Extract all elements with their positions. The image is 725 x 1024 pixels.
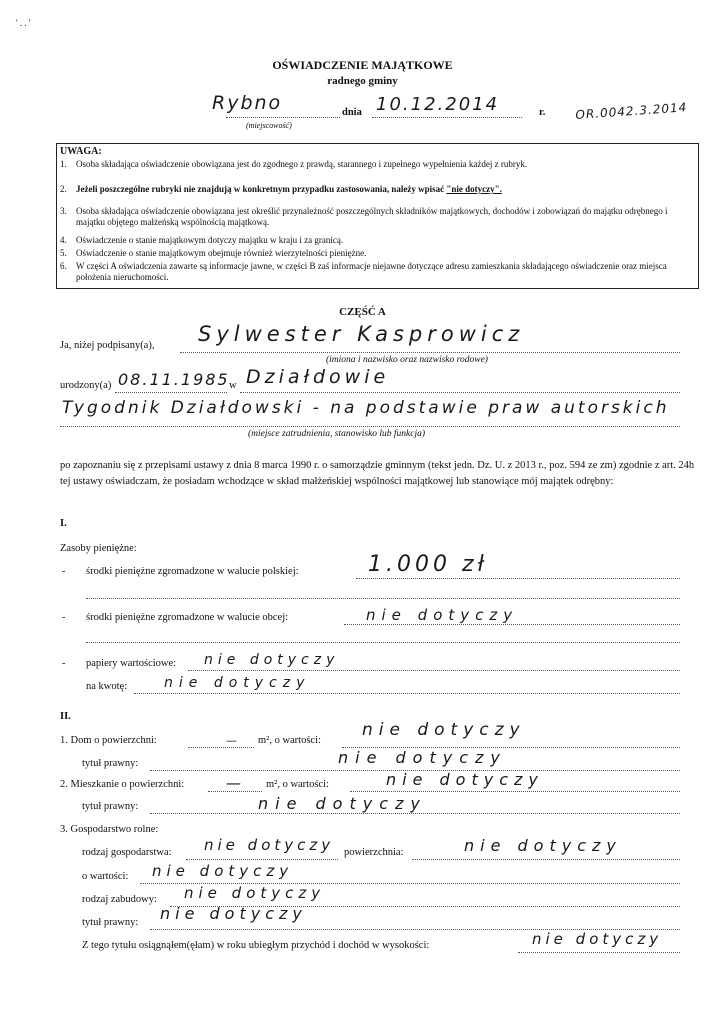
farm-area-label: powierzchnia: — [344, 847, 404, 858]
amount-label: na kwotę: — [86, 681, 128, 692]
flat-title-handwritten: nie dotyczy — [258, 794, 427, 813]
farm-title-handwritten: nie dotyczy — [160, 904, 307, 923]
house-title-handwritten: nie dotyczy — [338, 748, 507, 767]
dash-1: - — [62, 566, 66, 577]
house-area-handwritten: — — [226, 734, 239, 747]
amount-dots — [134, 693, 680, 694]
place-handwritten: Rybno — [212, 92, 283, 114]
employment-dots — [60, 426, 680, 427]
name-caption: (imiona i nazwisko oraz nazwisko rodowe) — [326, 355, 488, 365]
income-label: Z tego tytułu osiągnąłem(ęłam) w roku ubiegłym przychód i dochód w wysokości: — [82, 940, 430, 951]
foreign-value-handwritten: nie dotyczy — [366, 606, 519, 624]
securities-dots — [188, 670, 680, 671]
flat-title-label: tytuł prawny: — [82, 801, 139, 812]
farm-value-label: o wartości: — [82, 871, 129, 882]
born-date-handwritten: 08.11.1985 — [118, 370, 230, 389]
income-handwritten: nie dotyczy — [532, 930, 663, 948]
section-1-roman: I. — [60, 518, 67, 529]
pln-dots-2 — [86, 598, 680, 599]
house-m2-label: m², o wartości: — [258, 735, 321, 746]
farm-build-handwritten: nie dotyczy — [184, 884, 326, 902]
flat-label: 2. Mieszkanie o powierzchni: — [60, 779, 185, 790]
signed-dots — [180, 352, 680, 353]
dash-3: - — [62, 658, 66, 669]
farm-area-handwritten: nie dotyczy — [464, 836, 622, 855]
notice-item-6: 6. W części A oświadczenia zawarte są informacje jawne, w części B zaś informacje niejawne dotyczące adresu zamieszkania składającego oświadczenie oraz miejsca położenia nieruchomości. — [60, 261, 667, 282]
signed-label: Ja, niżej podpisany(a), — [60, 340, 155, 351]
flat-value-dots — [350, 791, 680, 792]
farm-type-handwritten: nie dotyczy — [204, 836, 335, 854]
notice-item-4: 4. Oświadczenie o stanie majątkowym dotyczy majątku w kraju i za granicą. — [60, 235, 344, 245]
securities-label: papiery wartościowe: — [86, 658, 177, 669]
corner-marks: ' . . ' — [16, 18, 31, 28]
document-title: OŚWIADCZENIE MAJĄTKOWE — [272, 58, 453, 72]
pln-label: środki pieniężne zgromadzone w walucie polskiej: — [86, 566, 299, 577]
reference-number: OR.0042.3.2014 — [575, 100, 688, 122]
notice-item-1: 1. Osoba składająca oświadczenie obowiązana jest do zgodnego z prawdą, starannego i zupełnego wypełnienia każdej z rubryk. — [60, 159, 528, 169]
date-handwritten: 10.12.2014 — [376, 94, 500, 115]
amount-value-handwritten: nie dotyczy — [164, 675, 311, 691]
notice-heading: UWAGA: — [60, 146, 102, 157]
farm-type-label: rodzaj gospodarstwa: — [82, 847, 172, 858]
flat-m2-label: m², o wartości: — [266, 779, 329, 790]
section-1-heading: Zasoby pieniężne: — [60, 543, 137, 554]
foreign-label: środki pieniężne zgromadzone w walucie obcej: — [86, 612, 289, 623]
date-suffix: r. — [539, 107, 546, 118]
farm-title-label: tytuł prawny: — [82, 917, 139, 928]
born-place-handwritten: Działdowie — [246, 366, 390, 388]
signed-name-handwritten: Sylwester Kasprowicz — [198, 322, 525, 346]
part-a-heading: CZĘŚĆ A — [339, 306, 386, 318]
declaration-text: po zapoznaniu się z przepisami ustawy z dnia 8 marca 1990 r. o samorządzie gminnym (tekst jedn. Dz. U. z 2013 r., poz. 594 ze zm) zgodnie z art. 24h tej ustawy oświadczam, że posiadam wchodzące w skład małżeńskiej wspólności majątkowej lub stanowiące mój majątek odrębny: — [60, 460, 695, 487]
date-dots — [372, 117, 522, 118]
foreign-dots-2 — [86, 642, 680, 643]
section-2-roman: II. — [60, 711, 71, 722]
employment-handwritten: Tygodnik Działdowski - na podstawie praw autorskich — [62, 398, 670, 418]
house-value-handwritten: nie dotyczy — [362, 720, 526, 740]
foreign-dots — [344, 624, 680, 625]
place-caption: (miejscowość) — [246, 121, 292, 130]
born-label: urodzony(a) — [60, 380, 112, 391]
born-place-dots — [240, 392, 680, 393]
house-area-dots — [188, 747, 254, 748]
house-label: 1. Dom o powierzchni: — [60, 735, 157, 746]
date-label: dnia — [342, 107, 362, 118]
born-in-label: w — [229, 380, 237, 391]
notice-item-3: 3. Osoba składająca oświadczenie obowiązana jest określić przynależność poszczególnych składników majątkowych, dochodów i zobowiązań do majątku odrębnego i majątku objętego małżeńską wspólnością majątkową. — [60, 206, 668, 227]
document-subtitle: radnego gminy — [327, 75, 398, 87]
flat-title-dots — [150, 813, 680, 814]
farm-build-label: rodzaj zabudowy: — [82, 894, 157, 905]
house-title-label: tytuł prawny: — [82, 758, 139, 769]
place-dots — [226, 117, 340, 118]
pln-dots — [356, 578, 680, 579]
employment-caption: (miejsce zatrudnienia, stanowisko lub funkcja) — [248, 429, 426, 439]
farm-area-dots — [412, 859, 680, 860]
notice-item-5: 5. Oświadczenie o stanie majątkowym obejmuje również wierzytelności pieniężne. — [60, 248, 367, 258]
notice-item-2: 2. Jeżeli poszczególne rubryki nie znajdują w konkretnym przypadku zastosowania, należy wpisać "nie dotyczy". — [60, 184, 502, 194]
dash-2: - — [62, 612, 66, 623]
farm-type-dots — [186, 859, 338, 860]
flat-value-handwritten: nie dotyczy — [386, 770, 544, 789]
securities-value-handwritten: nie dotyczy — [204, 652, 340, 668]
pln-value-handwritten: 1.000 zł — [368, 552, 488, 577]
flat-area-handwritten: — — [226, 774, 243, 792]
born-date-dots — [115, 392, 227, 393]
farm-value-handwritten: nie dotyczy — [152, 862, 294, 880]
farm-label: 3. Gospodarstwo rolne: — [60, 824, 159, 835]
income-dots — [518, 952, 680, 953]
